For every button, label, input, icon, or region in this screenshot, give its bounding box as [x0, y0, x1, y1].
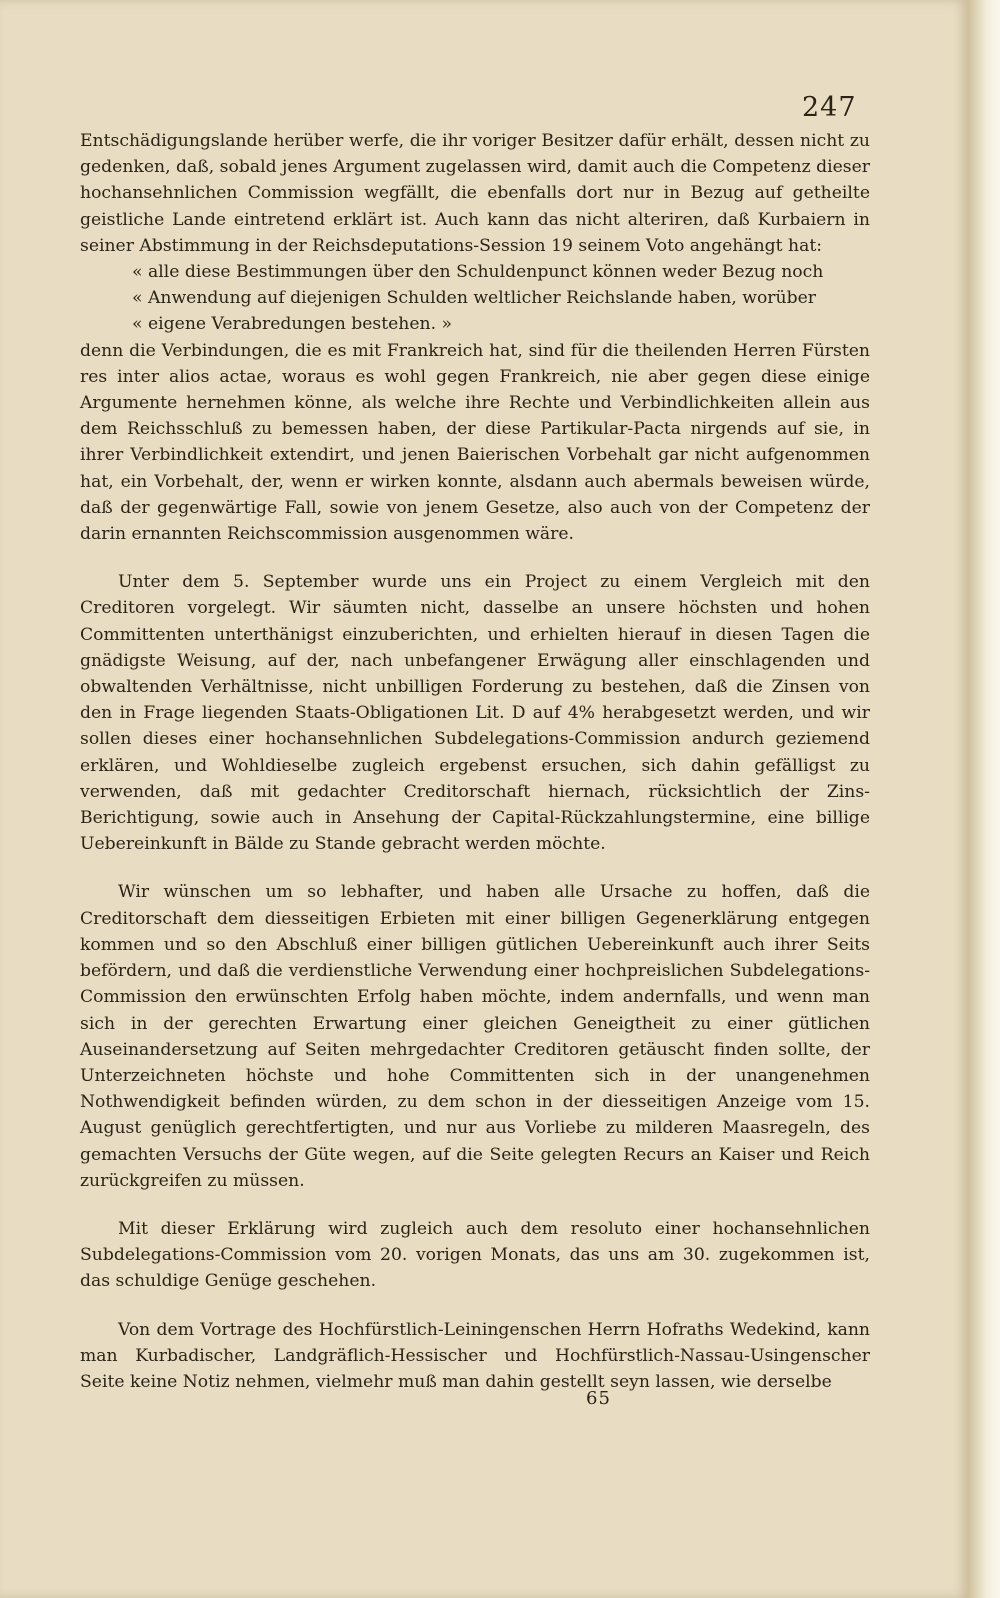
paragraph: Unter dem 5. September wurde uns ein Project zu einem Vergleich mit den Creditoren vorgelegt. Wir säumten nicht, dasselbe an unsere höchsten und hohen Committenten unterthänigst einzuberichten, und erhielten hierauf in diesen Tagen die gnädigste Weisung, auf der, nach unbefangener Erwägung aller einschlagenden und obwaltenden Verhältnisse, nicht unbilligen Forderung zu bestehen, daß die Zinsen von den in Frage liegenden Staats-Obligationen Lit. D auf 4% herabgesetzt werden, und wir sollen dieses einer hochansehnlichen Subdelegations-Commission andurch geziemend erklären, und Wohldieselbe zugleich ergebenst ersuchen, sich dahin gefälligst zu verwenden, daß mit gedachter Creditorschaft hiernach, rücksichtlich der Zins-Berichtigung, sowie auch in Ansehung der Capital-Rückzahlungstermine, eine billige Uebereinkunft in Bälde zu Stande gebracht werden möchte. — [80, 572, 870, 855]
body-text — [80, 128, 870, 1395]
paragraph: denn die Verbindungen, die es mit Frankreich hat, sind für die theilenden Herren Fürsten res inter alios actae, woraus es wohl gegen Frankreich, nie aber gegen diese einige Argumente hernehmen könne, als welche ihre Rechte und Verbindlichkeiten allein aus dem Reichsschluß zu bemessen haben, der diese Partikular-Pacta nirgends auf sie, in ihrer Verbindlichkeit extendirt, und jenen Baierischen Vorbehalt gar nicht aufgenommen hat, ein Vorbehalt, der, wenn er wirken konnte, alsdann auch abermals beweisen würde, daß der gegenwärtige Fall, sowie von jenem Gesetze, also auch von der Competenz der darin ernannten Reichscommission ausgenommen wäre. — [80, 340, 870, 545]
quote-line: « eigene Verabredungen bestehen. » — [132, 314, 453, 335]
signature-mark: 65 — [586, 1388, 611, 1409]
page-edge — [968, 0, 1000, 1598]
paragraph: Von dem Vortrage des Hochfürstlich-Leiningenschen Herrn Hofraths Wedekind, kann man Kurbadischer, Landgräflich-Hessischer und Hochfürstlich-Nassau-Usingenscher Seite keine Notiz nehmen, vielmehr muß man dahin gestellt seyn lassen, wie derselbe — [80, 1319, 870, 1392]
intro-paragraph: Entschädigungslande herüber werfe, die ihr voriger Besitzer dafür erhält, dessen nicht zu gedenken, daß, sobald jenes Argument zugelassen wird, damit auch die Competenz dieser hochansehnlichen Commission wegfällt, die ebenfalls dort nur in Bezug auf getheilte geistliche Lande eintretend erklärt ist. Auch kann das nicht alteriren, daß Kurbaiern in seiner Abstimmung in der Reichsdeputations-Session 19 seinem Voto angehängt hat: — [80, 131, 870, 256]
quote-line: « Anwendung auf diejenigen Schulden weltlicher Reichslande haben, worüber — [132, 288, 816, 309]
page-number: 247 — [802, 92, 857, 123]
paragraph: Wir wünschen um so lebhafter, und haben alle Ursache zu hoffen, daß die Creditorschaft dem diesseitigen Erbieten mit einer billigen Gegenerklärung entgegen kommen und so den Abschluß einer billigen gütlichen Uebereinkunft auch ihrer Seits befördern, und daß die verdienstliche Verwendung einer hochpreislichen Subdelegations-Commission den erwünschten Erfolg haben möchte, indem andernfalls, und wenn man sich in der gerechten Erwartung einer gleichen Geneigtheit zu einer gütlichen Auseinandersetzung auf Seiten mehrgedachter Creditoren getäuscht finden sollte, der Unterzeichneten höchste und hohe Committenten sich in der unangenehmen Nothwendigkeit befinden würden, zu dem schon in der diesseitigen Anzeige vom 15. August genüglich gerechtfertigten, und nur aus Vorliebe zu milderen Maasregeln, des gemachten Versuchs der Güte wegen, auf die Seite gelegten Recurs an Kaiser und Reich zurückgreifen zu müssen. — [80, 882, 870, 1191]
quote-line: « alle diese Bestimmungen über den Schuldenpunct können weder Bezug noch — [132, 262, 824, 283]
block-quote — [80, 259, 870, 338]
paragraph: Mit dieser Erklärung wird zugleich auch dem resoluto einer hochansehnlichen Subdelegations-Commission vom 20. vorigen Monats, das uns am 30. zugekommen ist, das schuldige Genüge geschehen. — [80, 1218, 870, 1292]
